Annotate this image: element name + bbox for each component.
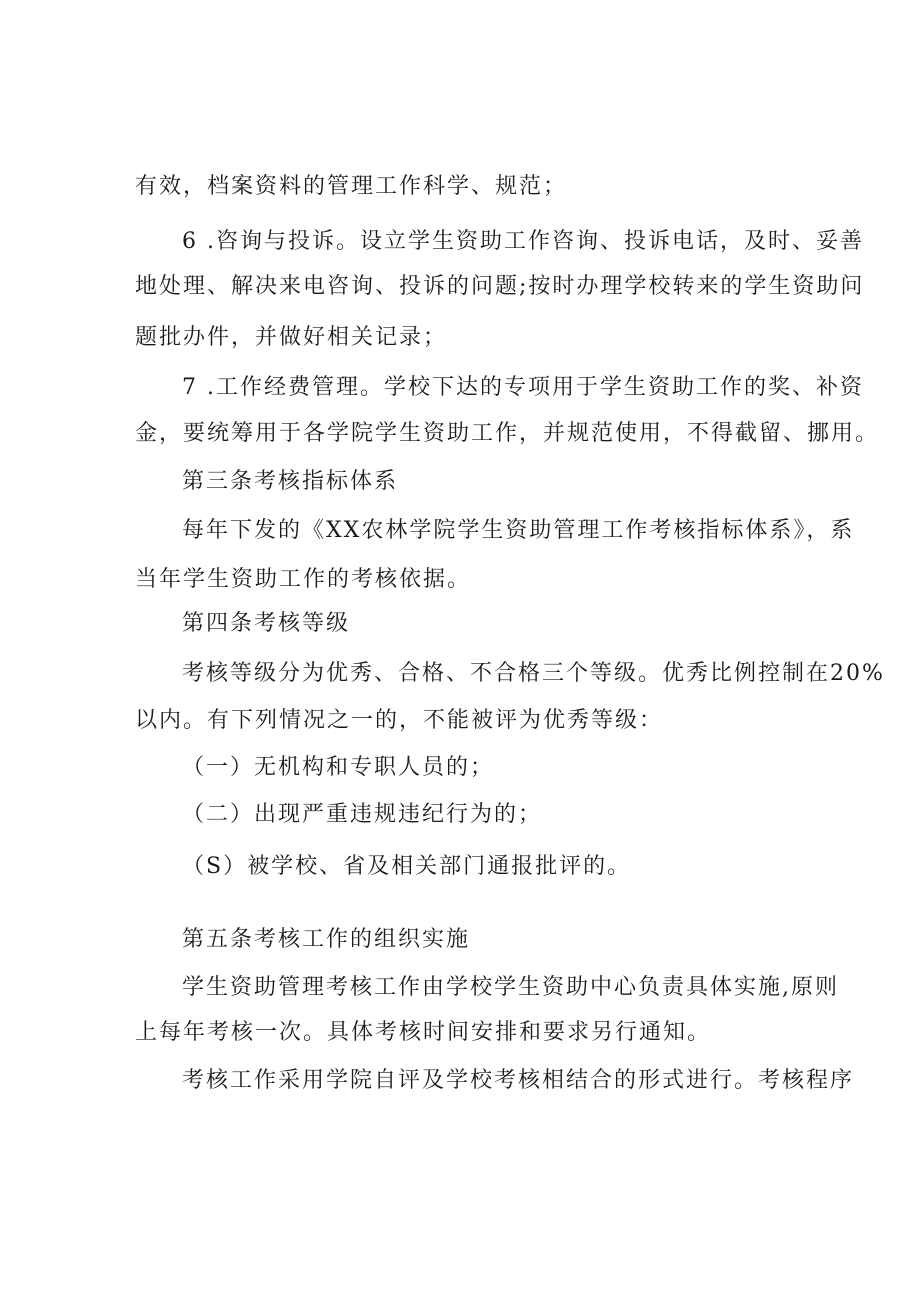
- section-heading: 第四条考核等级: [182, 611, 351, 636]
- section-heading: 第五条考核工作的组织实施: [182, 927, 471, 952]
- paragraph-line: 学生资助管理考核工作由学校学生资助中心负责具体实施,原则: [182, 975, 839, 1000]
- paragraph-line: 金，要统筹用于各学院学生资助工作，并规范使用，不得截留、挪用。: [135, 421, 880, 446]
- paragraph-line: 上每年考核一次。具体考核时间安排和要求另行通知。: [135, 1020, 712, 1045]
- paragraph-line: 考核工作采用学院自评及学校考核相结合的形式进行。考核程序: [182, 1068, 855, 1093]
- paragraph-line: 当年学生资助工作的考核依据。: [135, 567, 472, 592]
- list-item: （二）出现严重违规违纪行为的；: [182, 802, 543, 827]
- list-item: （一）无机构和专职人员的；: [182, 755, 495, 780]
- paragraph-line: 地处理、解决来电咨询、投诉的问题;按时办理学校转来的学生资助问: [135, 274, 865, 299]
- paragraph-line: 7 .工作经费管理。学校下达的专项用于学生资助工作的奖、补资: [182, 375, 864, 400]
- section-heading: 第三条考核指标体系: [182, 469, 399, 494]
- list-item: （S）被学校、省及相关部门通报批评的。: [182, 854, 632, 879]
- paragraph-line: 每年下发的《XX农林学院学生资助管理工作考核指标体系》，系: [182, 518, 855, 543]
- paragraph-line: 题批办件，并做好相关记录；: [135, 325, 448, 350]
- paragraph-line: 6 .咨询与投诉。设立学生资助工作咨询、投诉电话，及时、妥善: [182, 229, 864, 254]
- paragraph-line: 有效，档案资料的管理工作科学、规范；: [135, 174, 568, 199]
- paragraph-line: 以内。有下列情况之一的，不能被评为优秀等级：: [135, 708, 664, 733]
- paragraph-line: 考核等级分为优秀、合格、不合格三个等级。优秀比例控制在20%: [182, 661, 885, 686]
